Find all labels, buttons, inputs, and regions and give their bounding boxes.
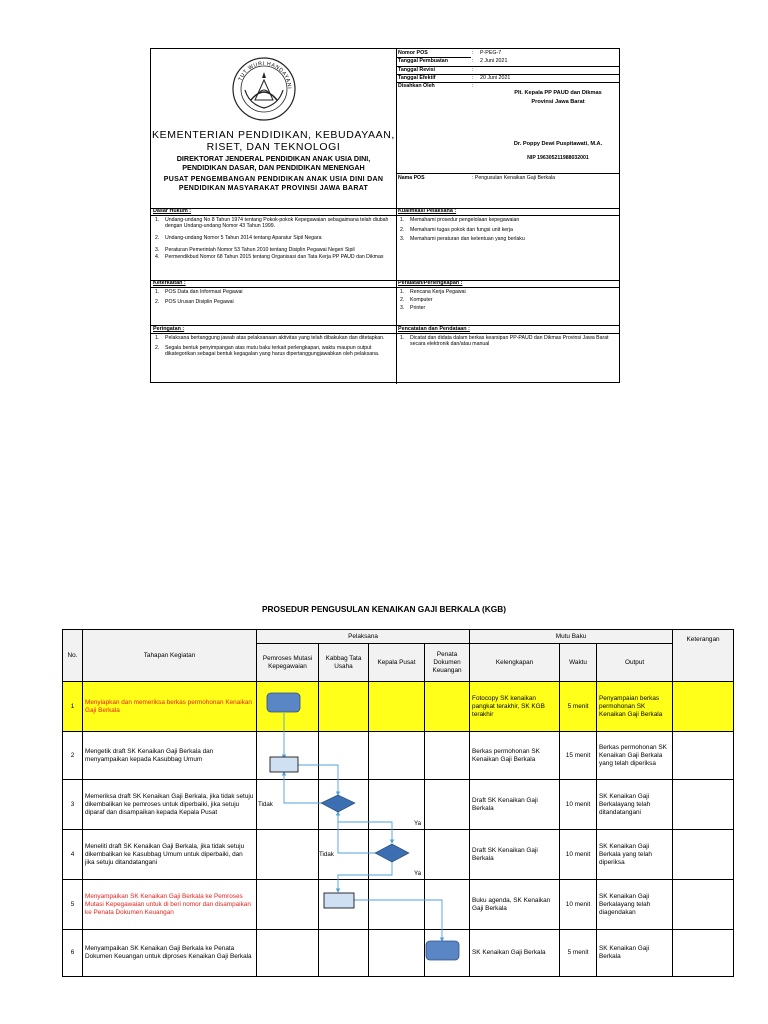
label-ya-3: Ya xyxy=(414,820,422,827)
pos-name-value: : Pengusulan Kenaikan Gaji Berkala xyxy=(472,175,556,181)
directorate-line-1: DIREKTORAT JENDERAL PENDIDIKAN ANAK USIA DINI, xyxy=(176,154,371,163)
directorate-line-2: PENDIDIKAN DASAR, DAN PENDIDIKAN MENENGAH xyxy=(182,162,365,172)
terminator-start xyxy=(267,693,300,712)
row-kelengkapan: Draft SK Kenaikan Gaji Berkala xyxy=(470,780,560,830)
list-item: 1. Memahami prosedur pengelolaan kepegawaian xyxy=(400,217,520,223)
row-activity: Menyampaikan SK Kenaikan Gaji Berkala ke Penata Dokumen Keuangan untuk diproses Kenaikan Gaji Berkala xyxy=(83,930,257,977)
approver-nip: NIP 196305211988032001 xyxy=(527,155,589,161)
header-actor-kepala-pusat: Kepala Pusat xyxy=(369,644,425,682)
list-item: 1. Dicatat dan didata dalam berkas kearsipan PP-PAUD dan Dikmas Provinsi Jawa Barat secara elektronik dan/atau manual xyxy=(400,335,609,348)
row-activity: Menyiapkan dan memeriksa berkas permohonan Kenaikan Gaji Berkala xyxy=(83,682,257,732)
connector-3-4 xyxy=(338,812,392,843)
flow-title: PROSEDUR PENGUSULAN KENAIKAN GAJI BERKALA (KGB) xyxy=(261,604,506,614)
meta-colon: : xyxy=(472,83,474,89)
list-item-text: Segala bentuk penyimpangan atas mutu baku terkait perlengkapan, waktu maupun output dikategorikan sebagai bentuk kegagalan yang harus dipertanggungjawabkan oleh pelaksana. xyxy=(165,345,380,358)
meta-colon: : xyxy=(472,50,474,56)
row-kelengkapan: SK Kenaikan Gaji Berkala xyxy=(470,930,560,977)
process-box-5 xyxy=(324,893,354,908)
meta-value: 2 Juni 2021 xyxy=(480,58,508,64)
list-item: 4. Permendikbud Nomor 68 Tahun 2015 tentang Organisasi dan Tata Kerja PP PAUD dan Dikmas xyxy=(155,253,384,260)
row-output: Penyampaian berkas permohonan SK Kenaikan Gaji Berkala xyxy=(597,682,673,732)
header-tahapan: Tahapan Kegiatan xyxy=(83,630,257,682)
row-kelengkapan: Draft SK Kenaikan Gaji Berkala xyxy=(470,830,560,880)
row-activity: Memeriksa draft SK Kenaikan Gaji Berkala, jika tidak setuju dikembalikan ke pemroses untuk diperbaiki, jika setuju diparaf dan disampaikan kepada Kepala Pusat xyxy=(83,780,257,830)
list-item: 2. Komputer xyxy=(400,297,433,304)
row-waktu: 10 menit xyxy=(560,880,597,930)
list-item: 1. POS Data dan Informasi Pegawai xyxy=(155,289,243,295)
connector-2-3 xyxy=(298,765,338,795)
list-item-text: Komputer xyxy=(410,297,433,304)
list-item: 2. Undang-undang Nomor 5 Tahun 2014 tentang Aparatur Sipil Negara xyxy=(155,235,322,242)
row-no: 5 xyxy=(63,880,83,930)
kualifikasi-title: Kualifikasi Pelaksana : xyxy=(398,208,457,214)
peralatan-title: Peralatan/Perlengkapan : xyxy=(398,280,463,286)
header-waktu: Waktu xyxy=(560,644,597,682)
row-waktu: 15 menit xyxy=(560,732,597,780)
list-item-text: Pelaksana bertanggung jawab atas pelaksanaan aktivitas yang telah dibakukan dan ditetapkan. xyxy=(165,335,385,341)
row-activity: Menyampaikan SK Kenaikan Gaji Berkala ke Pemroses Mutasi Kepegawaian untuk di beri nomor dan disampaikan ke Penata Dokumen Keuangan xyxy=(83,880,257,930)
list-item: 3. Peraturan Pemerintah Nomor 53 Tahun 2010 tentang Disiplin Pegawai Negeri Sipil xyxy=(155,246,355,253)
meta-value: P-PEG-7 xyxy=(480,50,502,56)
process-box-2 xyxy=(270,757,298,772)
logo-text: TUT WURI HANDAYANI xyxy=(237,60,293,90)
list-item: 2. Segala bentuk penyimpangan atas mutu baku terkait perlengkapan, waktu maupun output dikategorikan sebagai bentuk kegagalan yang harus dipertanggungjawabkan oleh pelaksana. xyxy=(155,345,380,358)
list-item: 2. POS Urusan Disiplin Pegawai xyxy=(155,298,234,305)
header-kelengkapan: Kelengkapan xyxy=(470,644,560,682)
list-item: 3. Printer xyxy=(400,305,426,312)
row-waktu: 10 menit xyxy=(560,830,597,880)
row-no: 1 xyxy=(63,682,83,732)
list-item-text: POS Data dan Informasi Pegawai xyxy=(165,289,243,295)
row-kelengkapan: Berkas permohonan SK Kenaikan Gaji Berkala xyxy=(470,732,560,780)
row-output: SK Kenaikan Gaji Berkala xyxy=(597,930,673,977)
pencatatan-title: Pencatatan dan Pendataan : xyxy=(398,326,470,332)
row-kelengkapan: Fotocopy SK kenaikan pangkat terakhir, SK KGB terakhir xyxy=(470,682,560,732)
row-waktu: 10 menit xyxy=(560,780,597,830)
connector-3-tidak xyxy=(284,772,322,803)
row-output: SK Kenaikan Gaji Berkala yang telah diperiksa xyxy=(597,830,673,880)
list-item-text: Permendikbud Nomor 68 Tahun 2015 tentang Organisasi dan Tata Kerja PP PAUD dan Dikmas xyxy=(165,253,384,260)
list-item: 1. Pelaksana bertanggung jawab atas pelaksanaan aktivitas yang telah dibakukan dan ditetapkan. xyxy=(155,335,385,341)
ministry-line-1: KEMENTERIAN PENDIDIKAN, KEBUDAYAAN, xyxy=(152,129,395,141)
list-item: 2. Memahami tugas pokok dan fungsi unit kerja xyxy=(400,226,513,233)
terminator-end xyxy=(426,941,459,960)
list-item-text: Memahami peraturan dan ketentuan yang berlaku xyxy=(410,236,525,243)
row-output: SK Kenaikan Gaji Berkalayang telah diagendakan xyxy=(597,880,673,930)
meta-colon: : xyxy=(472,75,474,81)
label-tidak-3: Tidak xyxy=(258,801,273,808)
ministry-line-2: RISET, DAN TEKNOLOGI xyxy=(206,141,341,153)
connector-4-5 xyxy=(338,862,392,892)
list-item-text: Memahami tugas pokok dan fungsi unit kerja xyxy=(410,226,513,233)
meta-colon: : xyxy=(472,58,474,64)
list-item-text: Printer xyxy=(410,305,426,312)
meta-key: Disahkan Oleh xyxy=(398,83,435,89)
connector-5-6 xyxy=(354,900,442,941)
meta-value: 20 Juni 2021 xyxy=(480,75,511,81)
row-no: 6 xyxy=(63,930,83,977)
center-line-1: PUSAT PENGEMBANGAN PENDIDIKAN ANAK USIA DINI DAN xyxy=(163,176,384,183)
decision-diamond-3 xyxy=(321,795,355,812)
row-activity: Mengetik draft SK Kenaikan Gaji Berkala dan menyampaikan kepada Kasubbag Umum xyxy=(83,732,257,780)
list-item-text: Undang-undang Nomor 5 Tahun 2014 tentang Aparatur Sipil Negara xyxy=(165,235,322,242)
list-item-text: Rencana Kerja Pegawai xyxy=(410,289,466,295)
peringatan-title: Peringatan : xyxy=(153,326,185,332)
list-item-text: Dicatat dan didata dalam berkas kearsipan PP-PAUD dan Dikmas Provinsi Jawa Barat secara elektronik dan/atau manual xyxy=(410,335,609,348)
meta-key: Tanggal Revisi xyxy=(398,67,435,73)
meta-colon: : xyxy=(472,67,474,73)
row-no: 4 xyxy=(63,830,83,880)
list-item: 1. Undang-undang No 8 Tahun 1974 tentang Pokok-pokok Kepegawaian sebagaimana telah diubah dengan Undang-undang Nomor 43 Tahun 1999. xyxy=(155,217,389,230)
meta-key: Nomor POS xyxy=(398,50,428,56)
list-item-text: POS Urusan Disiplin Pegawai xyxy=(165,298,234,305)
header-actor-pemroses: Pemroses Mutasi Kepegawaian xyxy=(257,644,319,682)
label-tidak-4: Tidak xyxy=(319,851,334,858)
list-item-text: Peraturan Pemerintah Nomor 53 Tahun 2010 tentang Disiplin Pegawai Negeri Sipil xyxy=(165,246,355,253)
meta-key: Tanggal Efektif xyxy=(398,75,436,81)
meta-key: Tanggal Pembuatan xyxy=(398,58,448,64)
row-output: Berkas permohonan SK Kenaikan Gaji Berkala yang telah diperiksa xyxy=(597,732,673,780)
row-output: SK Kenaikan Gaji Berkalayang telah ditandatangani xyxy=(597,780,673,830)
pos-name-key: Nama POS xyxy=(398,175,425,181)
connector-4-tidak xyxy=(338,812,376,853)
flow-connectors xyxy=(284,713,442,941)
row-waktu: 5 menit xyxy=(560,682,597,732)
keterkaitan-title: Keterkaitan : xyxy=(153,280,186,286)
header-actor-kabbag: Kabbag Tata Usaha xyxy=(319,644,369,682)
header-mutu-baku: Mutu Baku xyxy=(470,630,673,644)
row-no: 2 xyxy=(63,732,83,780)
approver-name: Dr. Poppy Dewi Puspitawati, M.A. xyxy=(513,141,603,147)
list-item-text: Undang-undang No 8 Tahun 1974 tentang Pokok-pokok Kepegawaian sebagaimana telah diubah dengan Undang-undang Nomor 43 Tahun 1999. xyxy=(165,217,389,230)
approver-role-line-2: Provinsi Jawa Barat xyxy=(531,98,585,105)
header-keterangan: Keterangan xyxy=(673,630,734,682)
center-line-2: PENDIDIKAN MASYARAKAT PROVINSI JAWA BARAT xyxy=(178,184,369,192)
header-no: No. xyxy=(63,630,83,682)
label-ya-4: Ya xyxy=(414,870,422,877)
approver-role-line-1: Plt. Kepala PP PAUD dan Dikmas xyxy=(514,90,602,96)
list-item-text: Memahami prosedur pengelolaan kepegawaian xyxy=(410,217,520,223)
list-item: 1. Rencana Kerja Pegawai xyxy=(400,289,466,295)
header-pelaksana: Pelaksana xyxy=(257,630,470,644)
dasar-hukum-title: Dasar Hukum : xyxy=(153,208,192,214)
row-kelengkapan: Buku agenda, SK Kenaikan Gaji Berkala xyxy=(470,880,560,930)
header-output: Output xyxy=(597,644,673,682)
header-actor-penata-dokumen: Penata Dokumen Keuangan xyxy=(425,644,470,682)
list-item: 3. Memahami peraturan dan ketentuan yang berlaku xyxy=(400,236,525,243)
row-waktu: 5 menit xyxy=(560,930,597,977)
row-activity: Meneliti draft SK Kenaikan Gaji Berkala, jika tidak setuju dikembalikan ke Kasubbag Umum untuk diperbaiki, dan jika setuju ditandatangani xyxy=(83,830,257,880)
row-no: 3 xyxy=(63,780,83,830)
decision-diamond-4 xyxy=(375,844,409,862)
